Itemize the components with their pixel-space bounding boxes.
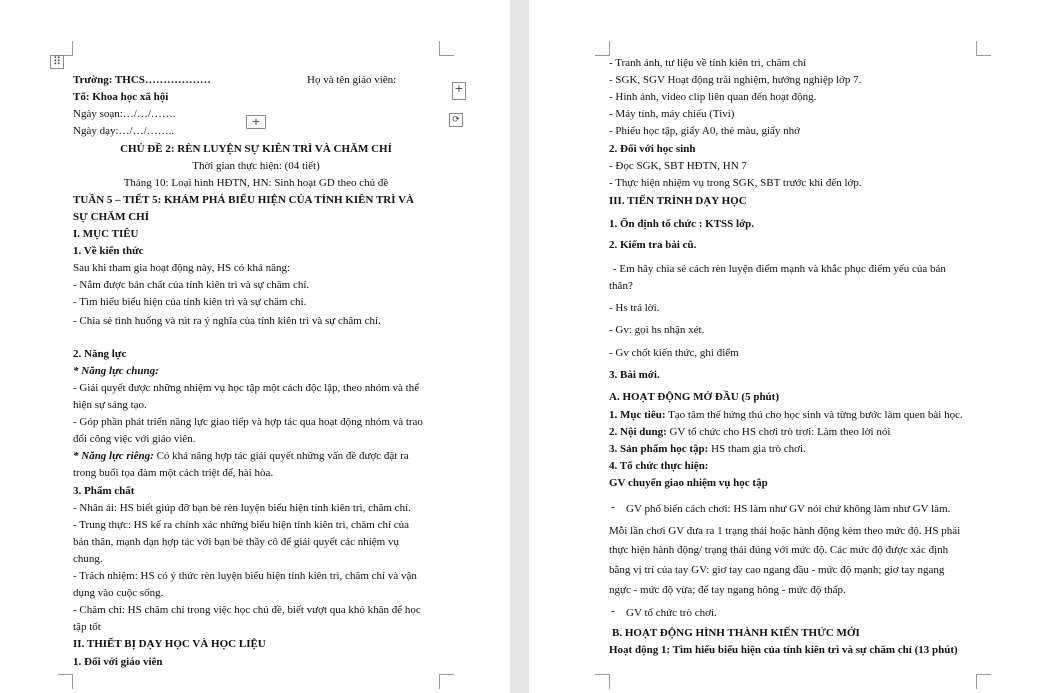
crop-mark-bottom-right xyxy=(976,674,991,689)
section-objectives: I. MỤC TIÊU xyxy=(73,228,139,240)
class-stabilization: 1. Ổn định tổ chức : KTSS lớp. xyxy=(609,218,755,230)
specific-competence-label: * Năng lực riêng: xyxy=(73,450,154,462)
table-resize-handle[interactable]: ⟳ xyxy=(449,113,463,127)
table-move-handle[interactable]: ⠿ xyxy=(50,55,64,69)
section-equipment: II. THIẾT BỊ DẠY HỌC VÀ HỌC LIỆU xyxy=(73,638,266,650)
teacher-resource-1: - Tranh ảnh, tư liệu về tính kiên trì, chăm chỉ xyxy=(609,57,807,69)
objective-text: Tạo tâm thế hứng thú cho học sinh và từng bước làm quen bài học. xyxy=(665,409,963,421)
section-procedure: III. TIẾN TRÌNH DẠY HỌC xyxy=(609,195,747,207)
page-gap xyxy=(510,0,529,693)
quality-3a: - Trách nhiệm: HS có ý thức rèn luyện biểu hiện tính kiên trì, chăm chỉ và vận xyxy=(73,570,417,582)
content-text: GV tổ chức cho HS chơi trò trơi: Làm theo lời nói xyxy=(666,426,891,438)
add-column-button[interactable]: + xyxy=(246,115,266,129)
quality-3b: dụng vào cuộc sống. xyxy=(73,587,164,599)
month-line: Tháng 10: Loại hình HĐTN, HN: Sinh hoạt GD theo chủ đề xyxy=(123,177,389,189)
teacher-resource-2: - SGK, SGV Hoạt động trải nghiệm, hướng nghiệp lớp 7. xyxy=(609,74,862,86)
student-prep-1: - Đọc SGK, SBT HĐTN, HN 7 xyxy=(609,160,747,172)
check-question-1: - Em hãy chia sẻ cách rèn luyện điểm mạnh và khắc phục điểm yếu của bản xyxy=(613,263,946,275)
game-rules-1: GV phổ biến cách chơi: HS làm như GV nói chứ không làm như GV làm. xyxy=(626,503,951,515)
general-competence: * Năng lực chung: xyxy=(73,365,159,377)
crop-mark-bottom-left xyxy=(595,674,610,689)
product-label: 3. Sản phẩm học tập: xyxy=(609,443,709,455)
product-text: HS tham gia trò chơi. xyxy=(708,443,806,455)
lesson-title-line-2: SỰ CHĂM CHỈ xyxy=(73,211,149,223)
game-conduct: GV tổ chức trò chơi. xyxy=(626,607,717,619)
heading-competence: 2. Năng lực xyxy=(73,348,127,360)
quality-4a: - Chăm chỉ: HS chăm chỉ trong việc học chủ đề, biết vượt qua khó khăn để học xyxy=(73,604,421,616)
competence-2a: - Góp phần phát triển năng lực giao tiếp và hợp tác qua hoạt động nhóm và trao xyxy=(73,416,423,428)
objective-label: 1. Mục tiêu: xyxy=(609,409,666,421)
heading-for-students: 2. Đối với học sinh xyxy=(609,143,696,155)
add-row-button[interactable]: + xyxy=(452,82,466,100)
competence-1b: hiện sự sáng tạo. xyxy=(73,399,147,411)
game-rules-2: Mỗi lần chơi GV đưa ra 1 trạng thái hoặc hành động kèm theo mức độ. HS phải xyxy=(609,525,961,537)
specific-competence-2: trong buổi tọa đàm một cách triệt để, hài hòa. xyxy=(73,467,274,479)
teacher-name-label: Họ và tên giáo viên: xyxy=(307,74,397,86)
quality-2a: - Trung thực: HS kể ra chính xác những biểu hiện tính kiên trì, chăm chỉ của xyxy=(73,519,410,531)
content-label: 2. Nội dung: xyxy=(609,426,667,438)
teacher-resource-3: - Hình ảnh, video clip liên quan đến hoạt động. xyxy=(609,91,817,103)
activity-a-product xyxy=(609,442,806,456)
bullet-marker: - xyxy=(611,501,615,513)
activity-a-organization: 4. Tổ chức thực hiện: xyxy=(609,460,709,472)
quality-2b: bản thân, mạnh dạn hợp tác với bạn bè thầy cô để giải quyết các nhiệm vụ xyxy=(73,536,399,548)
bullet-marker: - xyxy=(611,605,615,617)
specific-competence xyxy=(73,449,409,463)
competence-1a: - Giải quyết được những nhiệm vụ học tập một cách độc lập, theo nhóm và thể xyxy=(73,382,420,394)
topic-title: CHỦ ĐỀ 2: RÈN LUYỆN SỰ KIÊN TRÌ VÀ CHĂM CHỈ xyxy=(120,143,392,155)
duration: Thời gian thực hiện: (04 tiết) xyxy=(192,160,320,172)
quality-1: - Nhân ái: HS biết giúp đỡ bạn bè rèn luyện biểu hiện tính kiên trì, chăm chỉ. xyxy=(73,502,411,514)
knowledge-item-2: - Tìm hiểu biểu hiện của tính kiên trì và sự chăm chỉ. xyxy=(73,296,307,308)
knowledge-item-1: - Nắm được bản chất của tính kiên trì và sự chăm chỉ. xyxy=(73,279,310,291)
activity-b-heading: B. HOẠT ĐỘNG HÌNH THÀNH KIẾN THỨC MỚI xyxy=(612,627,860,639)
crop-mark-top-right xyxy=(439,41,454,56)
teach-date: Ngày dạy:…/…/…….. xyxy=(73,125,175,137)
teacher-resource-4: - Máy tính, máy chiếu (Tivi) xyxy=(609,108,735,120)
crop-mark-bottom-right xyxy=(439,674,454,689)
game-rules-4: bằng vị trí của tay GV: giơ tay cao ngang đầu - mức độ mạnh; giơ tay ngang xyxy=(609,564,945,576)
competence-2b: đổi công việc với giáo viên. xyxy=(73,433,196,445)
new-lesson: 3. Bài mới. xyxy=(609,369,660,381)
old-lesson-check: 2. Kiểm tra bài cũ. xyxy=(609,239,697,251)
crop-mark-bottom-left xyxy=(58,674,73,689)
quality-4b: tập tốt xyxy=(73,621,101,633)
department: Tổ: Khoa học xã hội xyxy=(73,91,169,103)
student-answer: - Hs trả lời. xyxy=(609,302,660,314)
game-rules-5: ngực - mức độ vừa; để tay ngang hông - mức độ thấp. xyxy=(609,584,846,596)
crop-mark-top-right xyxy=(976,41,991,56)
game-rules-3: thực hiện hành động/ trạng thái đúng với mức độ. Các mức độ được xác định xyxy=(609,544,949,556)
teacher-calls: - Gv: gọi hs nhận xét. xyxy=(609,324,705,336)
teacher-grades: - Gv chốt kiến thức, ghi điểm xyxy=(609,347,739,359)
check-question-2: thân? xyxy=(609,280,633,292)
quality-2c: chung. xyxy=(73,553,103,565)
knowledge-item-3: - Chia sẻ tình huống và rút ra ý nghĩa của tính kiên trì và sự chăm chỉ. xyxy=(73,315,381,327)
activity-a-heading: A. HOẠT ĐỘNG MỞ ĐẦU (5 phút) xyxy=(609,391,780,403)
knowledge-intro: Sau khi tham gia hoạt động này, HS có khả năng: xyxy=(73,262,291,274)
task-assignment: GV chuyển giao nhiệm vụ học tập xyxy=(609,477,768,489)
heading-qualities: 3. Phẩm chất xyxy=(73,485,135,497)
specific-competence-text: Có khả năng hợp tác giải quyết những vấn đề được đặt ra xyxy=(153,450,409,462)
crop-mark-top-left xyxy=(595,41,610,56)
crop-mark-top-left xyxy=(58,41,73,56)
activity-a-content xyxy=(609,425,890,439)
activity-1-heading: Hoạt động 1: Tìm hiểu biểu hiện của tính kiên trì và sự chăm chỉ (13 phút) xyxy=(609,644,958,656)
teacher-resource-5: - Phiếu học tập, giấy A0, thẻ màu, giấy nhớ xyxy=(609,125,800,137)
student-prep-2: - Thực hiện nhiệm vụ trong SGK, SBT trước khi đến lớp. xyxy=(609,177,862,189)
school-name: Trường: THCS……………… xyxy=(73,74,211,86)
document-page-1 xyxy=(0,0,510,693)
lesson-title-line-1: TUẦN 5 – TIẾT 5: KHÁM PHÁ BIỂU HIỆN CỦA TÍNH KIÊN TRÌ VÀ xyxy=(73,194,414,206)
heading-for-teacher: 1. Đối với giáo viên xyxy=(73,656,163,668)
heading-knowledge: 1. Về kiến thức xyxy=(73,245,144,257)
document-page-2 xyxy=(529,0,1040,693)
prep-date: Ngày soạn:…/…/……. xyxy=(73,108,176,120)
activity-a-objective xyxy=(609,408,963,422)
